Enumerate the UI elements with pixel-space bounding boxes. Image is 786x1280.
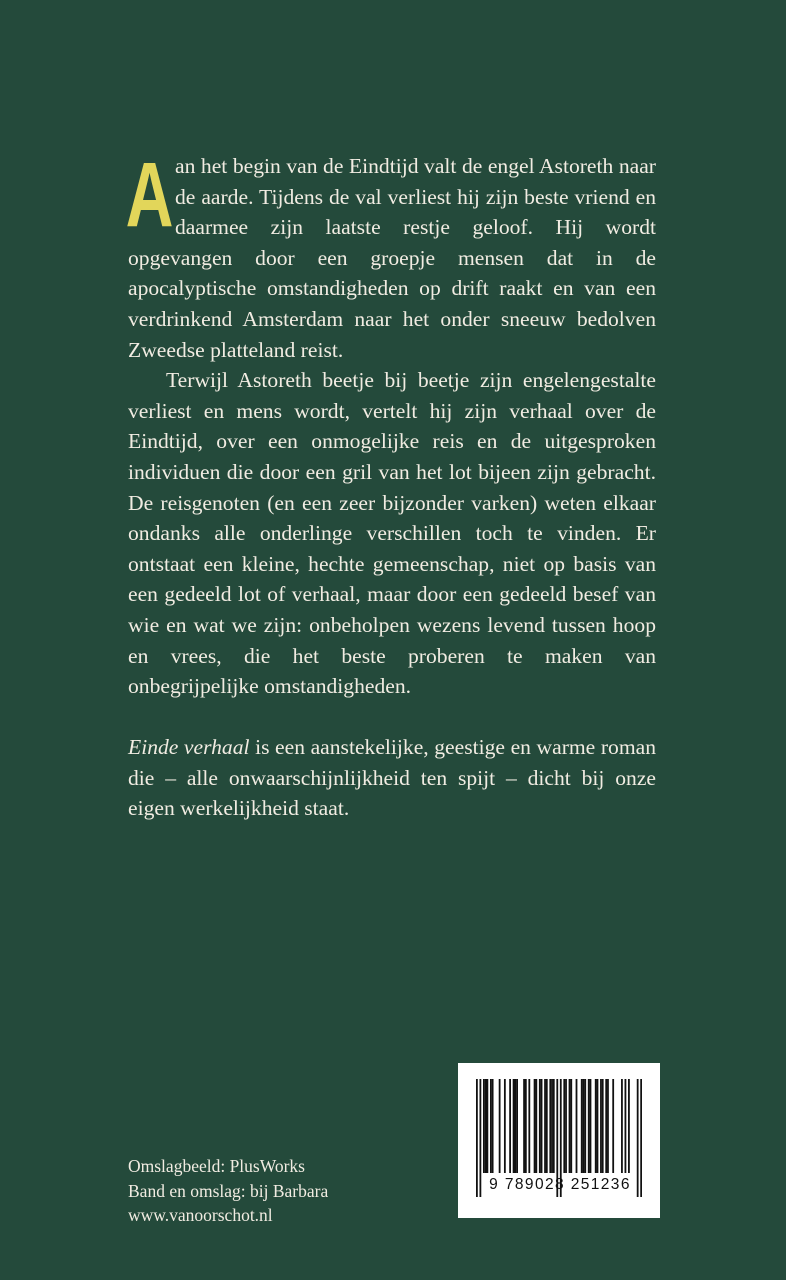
isbn-number: 9 789028 251236 (489, 1176, 631, 1193)
book-title: Einde verhaal (128, 735, 250, 760)
barcode-bar (628, 1079, 630, 1173)
barcode-bar (595, 1079, 597, 1173)
credit-cover-image: Omslagbeeld: PlusWorks (128, 1156, 305, 1176)
blurb-paragraph-2: Terwijl Astoreth beetje bij beetje zijn engelengestalte verliest en mens wordt, vertelt hij zijn verhaal over de Eindtijd, over een onmogelijke reis en de uitgesproken individuen die door een gril van het lot bijeen zijn gebracht. De reisgenoten (en een zeer bijzonder varken) weten elkaar ondanks alle onderlinge verschillen toch te vinden. Er ontstaat een kleine, hechte gemeenschap, niet op basis van een gedeeld lot of verhaal, maar door een gedeeld besef van wie en wat we zijn: onbeholpen wezens levend tussen hoop en vrees, die het beste proberen te maken van onbegrijpelijke omstandigheden. (128, 368, 656, 699)
barcode-bar (553, 1079, 555, 1173)
barcode-bar (541, 1079, 543, 1173)
barcode-bar (600, 1079, 602, 1173)
barcode-bar (528, 1079, 530, 1173)
paragraph-3-text: is een aanstekelijke, geestige en warme roman die – alle onwaarschijnlijkheid ten spijt – dicht bij onze eigen werkelijkheid staat. (128, 735, 656, 821)
barcode-bar (516, 1079, 518, 1173)
barcode-bar (581, 1079, 583, 1173)
barcode-bar (551, 1079, 553, 1173)
barcode-bar (504, 1079, 506, 1173)
barcode-bar (621, 1079, 623, 1173)
barcode-bar (483, 1079, 485, 1173)
barcode-bar (486, 1079, 488, 1173)
barcode-bar (535, 1079, 537, 1173)
publisher-website: www.vanoorschot.nl (128, 1205, 273, 1226)
barcode-bar (490, 1079, 492, 1173)
barcode-bar (605, 1079, 607, 1173)
barcode-bar (597, 1079, 599, 1173)
blurb-paragraph-3 (128, 732, 656, 824)
barcode-bar (549, 1079, 551, 1173)
barcode-bar (602, 1079, 604, 1173)
barcode-bar (525, 1079, 527, 1173)
barcode-bar (583, 1079, 585, 1173)
barcode-bar (570, 1079, 572, 1173)
barcode-bar (492, 1079, 494, 1173)
paragraph-1-text: an het begin van de Eindtijd valt de engel Astoreth naar de aarde. Tijdens de val verliest hij zijn beste vriend en daarmee zijn laatste restje geloof. Hij wordt opgevangen door een groepje mensen dat in de apocalyptische omstandigheden op drift raakt en van een verdrinkend Amsterdam naar het onder sneeuw bedolven Zweedse platteland reist. (128, 154, 656, 362)
barcode-bar (485, 1079, 487, 1173)
barcode-bar (612, 1079, 614, 1173)
barcode-bar (544, 1079, 546, 1173)
credit-design: Band en omslag: bij Barbara (128, 1180, 329, 1201)
barcode-bar (499, 1079, 501, 1173)
barcode-bar (509, 1079, 511, 1173)
blurb-paragraph-1 (125, 144, 656, 365)
barcode-bar (590, 1079, 592, 1173)
barcode-bar (569, 1079, 571, 1173)
isbn-barcode (458, 1063, 660, 1218)
barcode-bar (514, 1079, 516, 1173)
barcode-bar (539, 1079, 541, 1173)
barcode-bar (584, 1079, 586, 1173)
back-cover-blurb (125, 144, 656, 824)
barcode-bar (563, 1079, 565, 1173)
barcode-bar (625, 1079, 627, 1173)
barcode-bar (523, 1079, 525, 1173)
barcode-bar (513, 1079, 515, 1173)
barcode-bar (607, 1079, 609, 1173)
drop-cap: A (125, 144, 174, 246)
cover-credits (128, 1154, 328, 1228)
barcode-bar (534, 1079, 536, 1173)
barcode-bar (576, 1079, 578, 1173)
barcode-bar (565, 1079, 567, 1173)
barcode-bar (546, 1079, 548, 1173)
barcode-bar (588, 1079, 590, 1173)
